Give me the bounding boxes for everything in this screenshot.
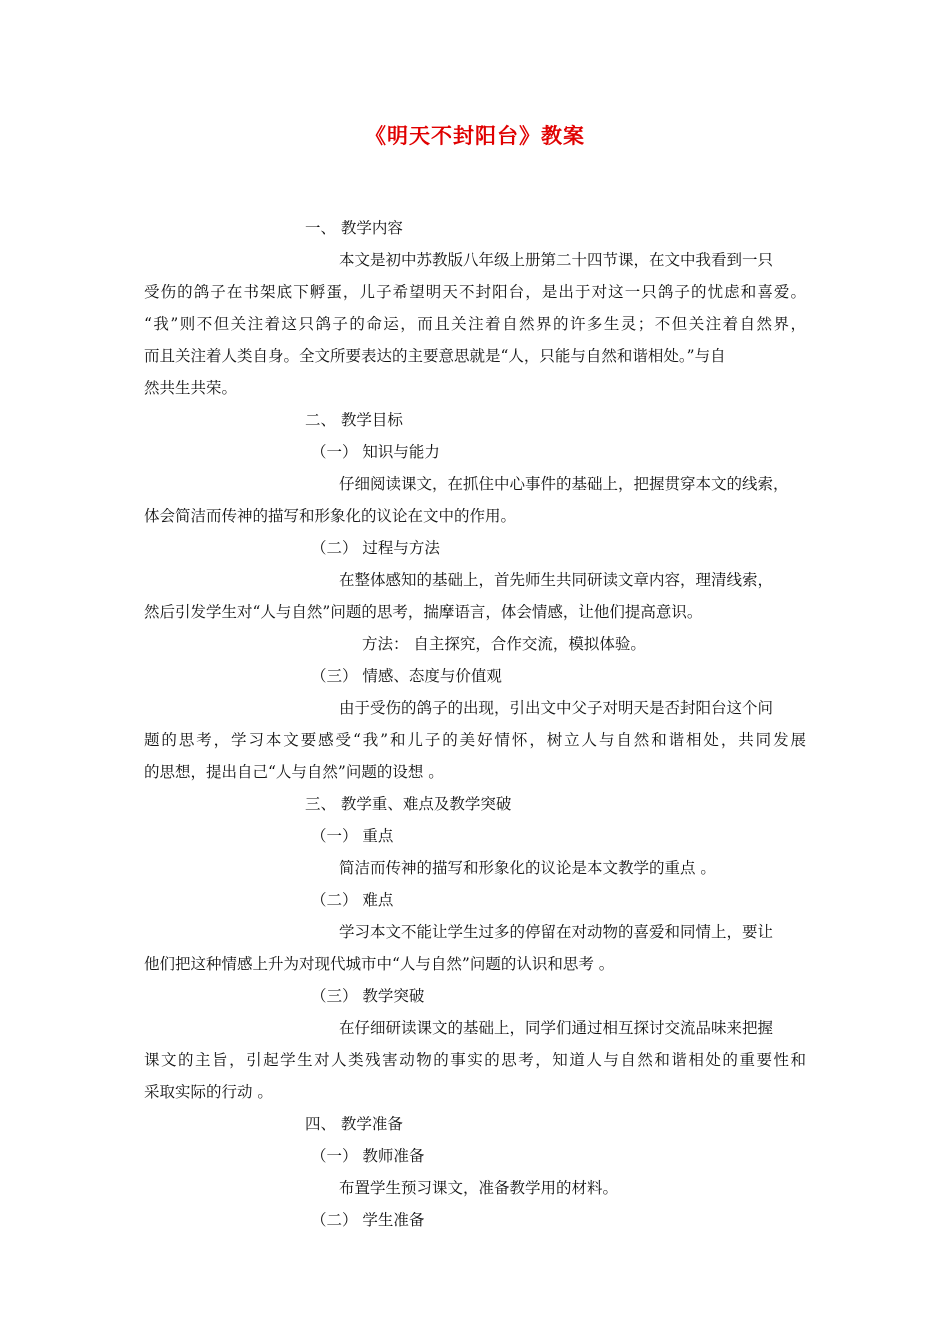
subsection-heading: （三） 情感、态度与价值观: [311, 667, 502, 685]
paragraph-line: 然共生共荣。: [144, 379, 238, 397]
paragraph-line: 由于受伤的鸽子的出现，引出文中父子对明天是否封阳台这个问: [339, 699, 774, 717]
subsection-heading: （一） 教师准备: [311, 1147, 425, 1165]
section-heading-4: 四、 教学准备: [305, 1115, 403, 1133]
paragraph-line: 采取实际的行动 。: [144, 1083, 273, 1101]
paragraph-line: 布置学生预习课文，准备教学用的材料。: [339, 1179, 619, 1197]
subsection-heading: （一） 重点: [311, 827, 394, 845]
subsection-heading: （三） 教学突破: [311, 987, 425, 1005]
paragraph-line: 题的思考，学习本文要感受“我”和儿子的美好情怀，树立人与自然和谐相处，共同发展: [144, 731, 806, 749]
section-heading-2: 二、 教学目标: [305, 411, 403, 429]
paragraph-line: 课文的主旨，引起学生对人类残害动物的事实的思考，知道人与自然和谐相处的重要性和: [144, 1051, 806, 1069]
paragraph-line: 本文是初中苏教版八年级上册第二十四节课，在文中我看到一只: [339, 251, 774, 269]
paragraph-line: 学习本文不能让学生过多的停留在对动物的喜爱和同情上，要让: [339, 923, 774, 941]
paragraph-line: 在整体感知的基础上，首先师生共同研读文章内容，理清线索，: [339, 571, 774, 589]
subsection-heading: （二） 过程与方法: [311, 539, 440, 557]
subsection-heading: （二） 学生准备: [311, 1211, 425, 1229]
paragraph-line: 方法： 自主探究，合作交流，模拟体验。: [362, 635, 646, 653]
paragraph-line: 然后引发学生对“人与自然”问题的思考，揣摩语言，体会情感，让他们提高意识。: [144, 603, 703, 621]
paragraph-line: 在仔细研读课文的基础上，同学们通过相互探讨交流品味来把握: [339, 1019, 774, 1037]
paragraph-line: 的思想，提出自己“人与自然”问题的设想 。: [144, 763, 444, 781]
subsection-heading: （一） 知识与能力: [311, 443, 440, 461]
paragraph-line: “我”则不但关注着这只鸽子的命运，而且关注着自然界的许多生灵；不但关注着自然界，: [144, 315, 806, 333]
paragraph-line: 受伤的鸽子在书架底下孵蛋，儿子希望明天不封阳台，是出于对这一只鸽子的忧虑和喜爱。: [144, 283, 806, 301]
section-heading-3: 三、 教学重、难点及教学突破: [305, 795, 512, 813]
paragraph-line: 而且关注着人类自身。全文所要表达的主要意思就是“人，只能与自然和谐相处。”与自: [144, 347, 726, 365]
paragraph-line: 仔细阅读课文，在抓住中心事件的基础上，把握贯穿本文的线索，: [339, 475, 789, 493]
paragraph-line: 简洁而传神的描写和形象化的议论是本文教学的重点 。: [339, 859, 716, 877]
paragraph-line: 他们把这种情感上升为对现代城市中“人与自然”问题的认识和思考 。: [144, 955, 615, 973]
document-title: 《明天不封阳台》教案: [365, 123, 585, 148]
paragraph-line: 体会简洁而传神的描写和形象化的议论在文中的作用。: [144, 507, 517, 525]
subsection-heading: （二） 难点: [311, 891, 394, 909]
section-heading-1: 一、 教学内容: [305, 219, 403, 237]
